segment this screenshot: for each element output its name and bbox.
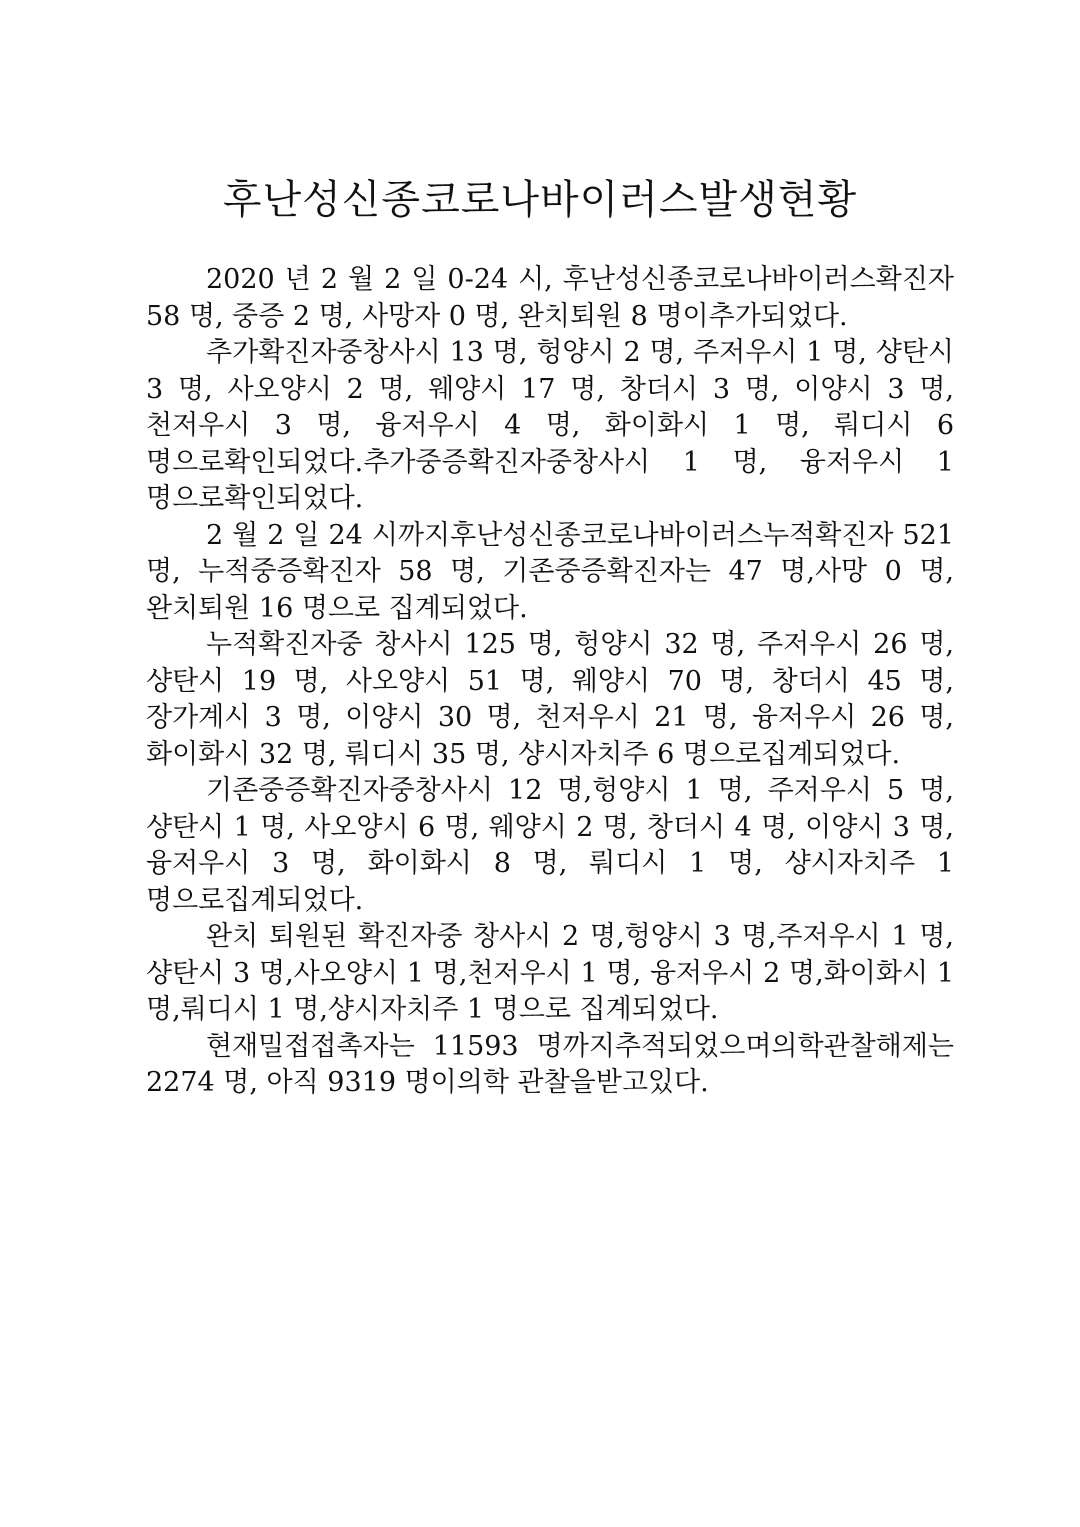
paragraph-new-cases-by-city: 추가확진자중창사시 13 명, 헝양시 2 명, 주저우시 1 명, 샹탄시 3 명, 사오양시 2 명, 웨양시 17 명, 창더시 3 명, 이양시 3 명, 천저우시 3 명, 융저우시 4 명, 화이화시 1 명, 뤄디시 6 명으로확인되었다.추가중증확진자중창사시 1 명, 융저우시 1 명으로확인되었다. bbox=[146, 337, 954, 514]
paragraph-severe-by-city: 기존중증확진자중창사시 12 명,헝양시 1 명, 주저우시 5 명, 샹탄시 1 명, 사오양시 6 명, 웨양시 2 명, 창더시 4 명, 이양시 3 명,융저우시 3 명, 화이화시 8 명, 뤄디시 1 명, 샹시자치주 1 명으로집계되었다. bbox=[146, 775, 954, 916]
paragraph-cumulative-totals: 2 월 2 일 24 시까지후난성신종코로나바이러스누적확진자 521 명, 누적중증확진자 58 명, 기존중증확진자는 47 명,사망 0 명, 완치퇴원 16 명으로 집계되었다. bbox=[146, 519, 954, 624]
paragraph-close-contacts: 현재밀접접촉자는 11593 명까지추적되었으며의학관찰해제는 2274 명, 아직 9319 명이의학 관찰을받고있다. bbox=[146, 1030, 954, 1098]
paragraph-recovered-by-city: 완치 퇴원된 확진자중 창사시 2 명,헝양시 3 명,주저우시 1 명,샹탄시 3 명,사오양시 1 명,천저우시 1 명, 융저우시 2 명,화이화시 1 명,뤄디시 1 명,샹시자치주 1 명으로 집계되었다. bbox=[146, 921, 954, 1025]
paragraph-daily-new-cases: 2020 년 2 월 2 일 0-24 시, 후난성신종코로나바이러스확진자 58 명, 중증 2 명, 사망자 0 명, 완치퇴원 8 명이추가되었다. bbox=[146, 264, 954, 332]
document-body bbox=[146, 262, 954, 1102]
document-title: 후난성신종코로나바이러스발생현황 bbox=[222, 177, 858, 223]
paragraph-cumulative-by-city: 누적확진자중 창사시 125 명, 헝양시 32 명, 주저우시 26 명, 샹탄시 19 명, 사오양시 51 명, 웨양시 70 명, 창더시 45 명, 장가계시 3 명, 이양시 30 명, 천저우시 21 명, 융저우시 26 명, 화이화시 32 명, 뤄디시 35 명, 샹시자치주 6 명으로집계되었다. bbox=[146, 629, 954, 770]
